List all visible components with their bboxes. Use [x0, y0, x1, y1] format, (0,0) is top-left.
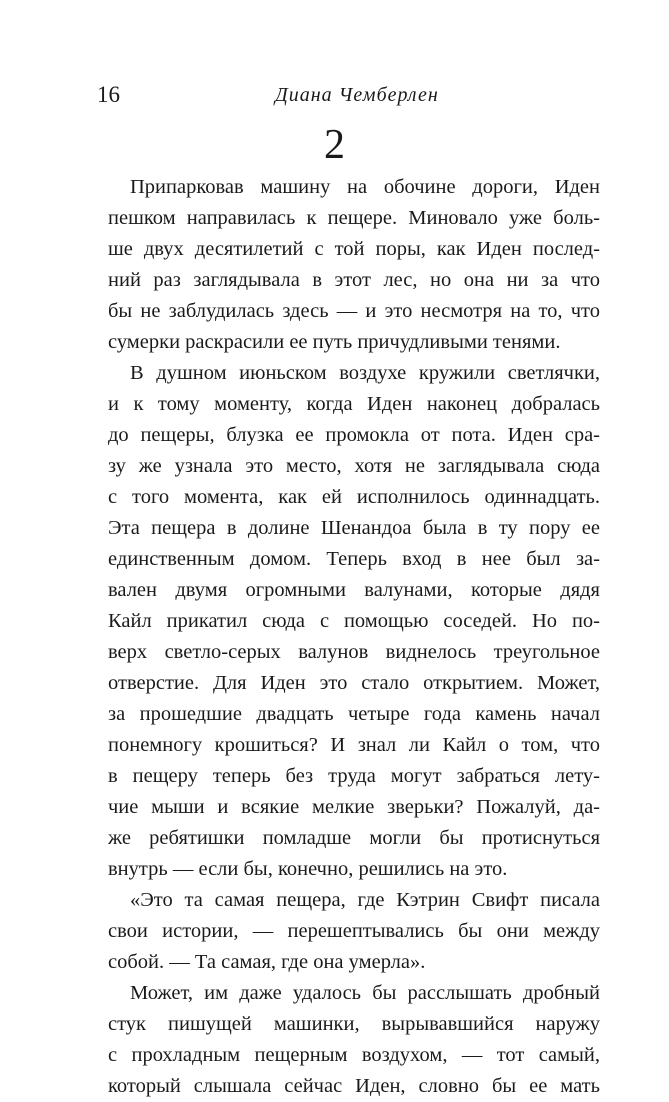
text-line: собой. — Та самая, где она умерла». [108, 951, 426, 973]
text-line: внутрь — если бы, конечно, решились на это. [108, 858, 508, 880]
text-line: и к тому моменту, когда Иден наконец добралась [108, 393, 600, 415]
text-line: же ребятишки помладше могли бы протиснуться [108, 827, 600, 849]
text-line: отверстие. Для Иден это стало открытием. Может, [108, 672, 600, 694]
text-line: до пещеры, блузка ее промокла от пота. Иден сра- [108, 424, 600, 446]
page-number: 16 [97, 82, 120, 107]
text-line: понемногу крошиться? И знал ли Кайл о том, что [108, 734, 600, 756]
text-line: Эта пещера в долине Шенандоа была в ту пору ее [108, 517, 600, 539]
chapter-number: 2 [324, 122, 345, 168]
text-line: пешком направилась к пещере. Миновало уже боль- [108, 207, 600, 229]
text-line: с того момента, как ей исполнилось одиннадцать. [108, 486, 600, 508]
text-line: верх светло-серых валунов виднелось треугольное [108, 641, 600, 663]
running-header-author: Диана Чемберлен [275, 84, 439, 106]
text-line: сумерки раскрасили ее путь причудливыми тенями. [108, 331, 561, 353]
text-line: ше двух десятилетий с той поры, как Иден послед- [108, 238, 600, 260]
text-line: Припарковав машину на обочине дороги, Иден [130, 176, 600, 198]
text-line: который слышала сейчас Иден, словно бы ее мать [108, 1075, 600, 1097]
text-line: «Это та самая пещера, где Кэтрин Свифт писала [130, 889, 600, 911]
text-line: В душном июньском воздухе кружили светлячки, [130, 362, 600, 384]
text-line: с прохладным пещерным воздухом, — тот самый, [108, 1044, 600, 1066]
text-line: зу же узнала это место, хотя не заглядывала сюда [108, 455, 600, 477]
text-line: свои истории, — перешептывались бы они между [108, 920, 600, 942]
text-line: Может, им даже удалось бы расслышать дробный [130, 982, 600, 1004]
body-text [108, 172, 600, 1102]
text-line: единственным домом. Теперь вход в нее был за- [108, 548, 600, 570]
text-line: за прошедшие двадцать четыре года камень начал [108, 703, 600, 725]
text-line: чие мыши и всякие мелкие зверьки? Пожалуй, да- [108, 796, 600, 818]
text-line: вален двумя огромными валунами, которые дядя [108, 579, 600, 601]
text-line: стук пишущей машинки, вырывавшийся наружу [108, 1013, 600, 1035]
text-line: ний раз заглядывала в этот лес, но она ни за что [108, 269, 600, 291]
text-line: в пещеру теперь без труда могут забраться лету- [108, 765, 600, 787]
text-line: бы не заблудилась здесь — и это несмотря на то, что [108, 300, 600, 322]
text-line: Кайл прикатил сюда с помощью соседей. Но по- [108, 610, 600, 632]
